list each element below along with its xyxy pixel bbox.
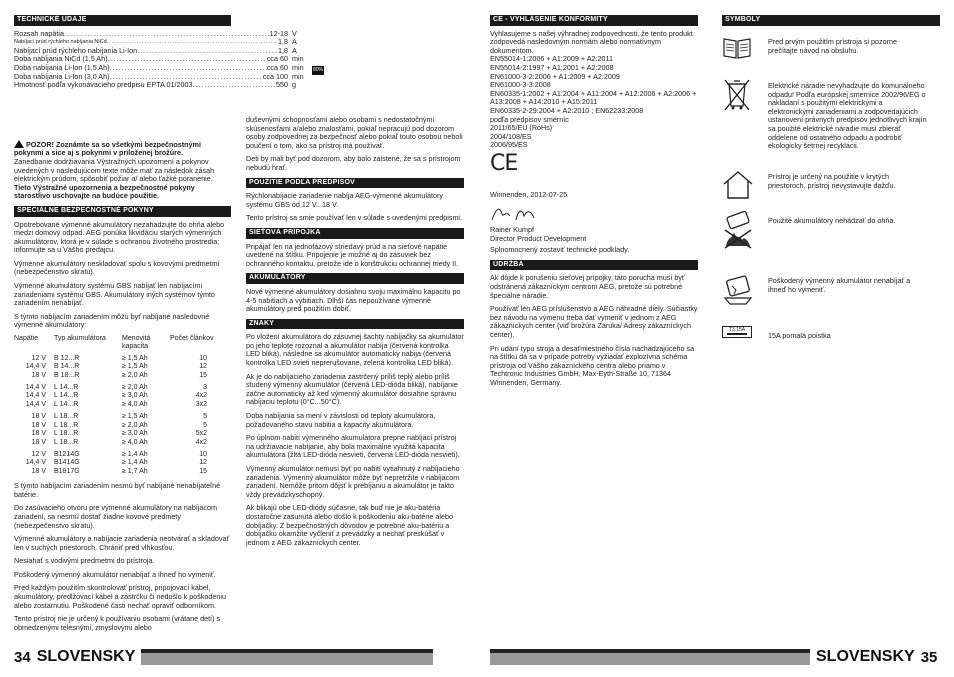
battery-table xyxy=(14,335,217,352)
table-header-row: Napätie Typ akumulátora Menovitá kapacita Počet článkov xyxy=(14,335,214,351)
charge-80-badge: 80% xyxy=(313,67,324,73)
header-ce-declaration: CE - VYHLÁSENIE KONFORMITY xyxy=(490,15,698,26)
table-row: 18 V L 18...R ≥ 4,0 Ah 4x2 xyxy=(31,438,207,446)
symbol-text: Prístroj je určený na použitie v krytých priestoroch, prístroj nevystavujte dažďu. xyxy=(768,172,896,190)
ce-standard-line: EN61000-3-2:2006 + A1:2009 + A2:2009 xyxy=(490,71,620,81)
paragraph: Opotrebované výmenné akumulátory nezahadzujte do ohňa alebo medzi domový odpad. AEG ponúka likvidáciu starých výmenných akumulátorov, ktorá je v súlade s ochranou životného prostredia; informujte sa u Vášho predajcu. xyxy=(14,219,225,255)
ce-standard-line: podľa predpisov smerníc xyxy=(490,114,569,124)
ce-standard-line: EN60335-2-29:2004 + A2:2010 ; EN62233:2008 xyxy=(490,105,644,115)
table-row: 12 V B 12...R ≥ 1,5 Ah 10 xyxy=(31,354,207,362)
ce-standard-line: EN55014-2:1997 + A1:2001 + A2:2008 xyxy=(490,62,614,72)
paragraph: Ak je do nabíjacieho zariadenia zastrčený príliš teplý alebo príliš studený výmenný akumulátor (červená LED-dióda bliká), nabíjanie začne automaticky až keď výmenný akumulátor dosiahne správnu nabíjaciu teplotu (0°C...50°C). xyxy=(246,371,458,407)
paragraph: Do zasúvacieho otvoru pre výmenné akumulátory na nabíjacom zariadení, sa nesmú dostať žiadne kovové predmety (nebezpečenstvo skratu). xyxy=(14,503,217,530)
paragraph: Výmenný akumulátor nemusí byť po nabití vytiahnutý z nabíjacieho zariadenia. Výmenný akumulátor môže byť nepretržite v nabíjacom zariadení. Nemôže pritom dôjsť k prebíjaniu a akumulátor je takto vždy prevádzkyschopný. xyxy=(246,464,460,499)
paragraph: duševnými schopnosťami alebo osobami s nedostatočnými skúsenosťami a/alebo znalosťami, pokiaľ nepracujú pod dozorom osoby zodpovednej za bezpečnosť alebo pokiaľ touto osobou neboli poučení o tom, ako sa prístroj má používať. xyxy=(246,115,463,150)
table-row: 18 V L 18...R ≥ 1,5 Ah 5 xyxy=(31,413,207,421)
fuse-icon xyxy=(722,326,752,338)
symbol-text: Elektrické náradie nevyhadzujte do komunálneho odpadu! Podľa európskej smernice 2002/96/EG o nakladaní s použitými elektrickými a elektronickými zariadeniami a zodpovedajúcich ustanovení právnych predpisov jednotlivých krajín sa použité elektrické náradie musí zbierať oddelene od ostatného odpadu a podrobiť ekologicky šetrnej recyklácii. xyxy=(768,81,927,151)
page-number: 35 xyxy=(920,648,938,666)
spec-list xyxy=(14,30,314,90)
table-row: 18 V L 18...R ≥ 3,0 Ah 5x2 xyxy=(31,430,207,438)
symbols-column xyxy=(722,12,940,30)
paragraph: S týmto nabíjacím zariadením môžu byť nabíjané nasledovné výmenné akumulátory: xyxy=(14,311,210,330)
table-row: 14,4 V B 14...R ≥ 1,5 Ah 12 xyxy=(25,363,207,371)
footer-right xyxy=(490,648,937,666)
no-fire-battery-icon xyxy=(722,210,754,255)
crossed-bin-icon xyxy=(722,78,752,117)
paragraph: Rýchlonabíjacie zariadenie nabíja AEG-výmenné akumulátory systému GBS od 12 V...18 V. xyxy=(246,191,443,209)
paragraph: Používať len AEG príslušenstvo a AEG náhradné diely. Súčiastky bez návodu na výmenu treba dať vymeniť v jednom z AEG zákazníckych center (viď brožúra Záruka/ Adresy zákazníckych center). xyxy=(490,304,698,340)
indoor-house-icon xyxy=(722,170,754,205)
paragraph: Po úplnom nabití výmenného akumulátora prepne nabíjací prístroj na udržiavacie nabíjanie, aby bola maximálne využitá kapacita akumulátora (žltá LED-dióda nesvieti, červená LED-dióda nesvieti). xyxy=(246,433,460,460)
spec-row: Hmotnosť podľa vykonávacieho predpisu EPTA 01/2003 ..... 550 g xyxy=(14,81,314,90)
fuse-label: T3.15A xyxy=(728,327,746,333)
warning-block: POZOR! Zoznámte sa so všetkými bezpečnostnými pokynmi a sice aj s pokynmi v priloženej brožúre. Zanedbanie dodržiavania Výstražných upozornení a pokynov uvedených v nasledujúcom texte môže mať za následok zásah elektrickým prúdom, spôsobiť požiar a/ alebo ťažké poranenie. Tieto Výstražné upozornenia a bezpečnostné pokyny starostlivo uschovajte na budúce použitie. xyxy=(14,139,215,201)
paragraph: Splnomocnený zostaviť technické podklady. xyxy=(490,245,630,255)
paragraph: Tento prístroj sa smie používať len v súlade s uvedenými predpismi. xyxy=(246,213,463,223)
paragraph: Pripájať len na jednofázový striedavý prúd a na sieťové napätie uvedené na štítku. Pripojenie je možné aj do zásuviek bez ochranného kontaktu, pretože ide o konštrukciu ochrannej triedy II. xyxy=(246,241,459,268)
header-maintenance: ÚDRŽBA xyxy=(490,260,698,271)
symbol-text: Poškodený výmenný akumulátor nenabíjať a ihneď ho vymeniť. xyxy=(768,276,911,294)
paragraph: Výmenné akumulátory neskladovať spolu s kovovými predmetmi (nebezpečenstvo skratu). xyxy=(14,258,220,277)
table-row: 14,4 V L 14...R ≥ 2,0 Ah 3 xyxy=(25,384,207,392)
paragraph: Nové výmenné akumulátory dosiahnu svoju maximálnu kapacitu po 4-5 nabitiach a vybitiach. Dlhší čas nepoužívané výmenné akumulátory pred použitím dobiť. xyxy=(246,286,461,314)
ce-standard-line: 2004/108/ES xyxy=(490,131,532,141)
battery-table-body xyxy=(14,355,210,476)
ce-column xyxy=(490,12,698,393)
ce-standard-line: EN60335-1:2002 + A1:2004 + A11:2004 + A12:2006 + A2:2006 + A13:2008 + A14:2010 + A15:2011 xyxy=(490,88,697,107)
damaged-battery-icon xyxy=(722,272,754,311)
language-label: SLOVENSKY xyxy=(36,648,136,665)
table-row: 18 V B1817G ≥ 1,7 Ah 15 xyxy=(31,467,207,475)
table-row: 18 V L 18...R ≥ 2,0 Ah 5 xyxy=(31,421,207,429)
ce-standard-line: EN61000-3-3:2008 xyxy=(490,80,551,90)
paragraph: Ak blikajú obe LED-diódy súčasne, tak buď nie je aku-batéria dostatočne zasunutá alebo došlo k poškodeniu aku-batérie alebo dobíjačky. Z bezpečnostných dôvodov je potrebné aku-batériu a dobíjačku okamžite vyčleniť z prevádzky a nechať preskúšať v jednom z AEG zákazníckych center. xyxy=(246,503,453,547)
symbol-text: 15A pomalá poistka xyxy=(768,331,831,340)
paragraph: Nesiahať s vodivými predmetmi do prístroja. xyxy=(14,556,155,566)
spec-row: Nabíjací prúd rýchleho nabíjania NiCd ..... 1,8 A xyxy=(14,38,314,47)
paragraph: Pred každým použitím skontrolovať prístroj, pripojovací kábel, akumulátory, predlžovací kábel a zástrčku či nedošlo k poškodeniu alebo zostarnutiu. Poškodené časti nechať opraviť odborníkom. xyxy=(14,583,227,610)
spec-row: Doba nabíjania Li-Ion (1,5 Ah) ..... cca 60 min xyxy=(14,64,314,73)
ce-standard-line: 2011/65/EU (RoHs) xyxy=(490,123,553,133)
footer-bar xyxy=(490,649,810,665)
paragraph: Deti by mali byť pod dozorom, aby bolo zaistené, že sa s prístrojom nebudú hrať. xyxy=(246,154,461,172)
table-row: 12 V B1214G ≥ 1,4 Ah 10 xyxy=(31,450,207,458)
signer-name: Rainer Kumpf xyxy=(490,225,534,235)
footer-left xyxy=(14,648,433,666)
page-number: 34 xyxy=(14,648,31,666)
spec-row: Doba nabíjania Li-Ion (3,0 Ah) ..... cca 100 min xyxy=(14,73,314,82)
middle-column xyxy=(246,116,464,552)
paragraph: Ak dôjde k porušeniu sieťovej prípojky, táto porucha musí byť odstránená zákazníckym centrom AEG, pretože sú potrebné špeciálne náradie. xyxy=(490,273,685,300)
paragraph: Pri udaní typu stroja a desaťmiestneho čísla nachádzajúceho sa na štítku dá sa v prípade potreby vyžiadať explozívna schéma prístroja od Vášho zákazníckeho centra alebo priamo v Techtronic Industries GmbH, Max-Eyth-Straße 10, 71364 Winnenden, Germany. xyxy=(490,343,695,387)
signer-role: Director Product Development xyxy=(490,233,587,243)
table-row: 14,4 V B1414G ≥ 1,4 Ah 12 xyxy=(25,459,207,467)
paragraph: S týmto nabíjacím zariadením nesmú byť nabíjané nenabíjateľné batérie. xyxy=(14,481,221,499)
symbol-text: Pred prvým použitím prístroja si pozorne prečítajte návod na obsluhu. xyxy=(768,37,898,55)
header-accumulators: AKUMULÁTORY xyxy=(246,273,464,284)
symbol-text: Použité akumulátory nehádzať do ohňa. xyxy=(768,216,896,225)
footer-bar xyxy=(141,649,433,665)
header-technical-data: TECHNICKÉ ÚDAJE xyxy=(14,15,231,26)
ce-standard-line: EN55014-1:2006 + A1:2009 + A2:2011 xyxy=(490,54,613,64)
paragraph: Výmenné akumulátory systému GBS nabíjať len nabíjacími zariadeniami systému GBS. Akumulátory iných systémov týmto zariadením nenabíjať. xyxy=(14,281,215,308)
ce-standards-list xyxy=(490,55,698,150)
spec-row: Nabíjací prúd rýchleho nabíjania Li-Ion ..... 1,8 A xyxy=(14,47,314,56)
header-special-safety: ŠPECIÁLNE BEZPEČNOSTNÉ POKYNY xyxy=(14,206,231,217)
paragraph: Po vložení akumulátora do zásuvnej šachty nabíjačky sa akumulátor po jeho teplote rozoznal a akumulátor nabíja (červená kontrolka LED bliká), následne sa akumulátor automaticky nabija (červená kontrolka LED svieti neprerušovane, zelená kontrolka LED bliká). xyxy=(246,332,464,368)
header-mains-connection: SIEŤOVÁ PRÍPOJKA xyxy=(246,228,464,239)
warning-triangle-icon xyxy=(14,140,24,148)
signature-icon xyxy=(490,204,698,224)
paragraph: Poškodený výmenný akumulátor nenabíjať a ihneď ho vymeniť. xyxy=(14,569,216,579)
ce-date: Winnenden, 2012-07-25 xyxy=(490,189,568,199)
table-row: 14,4 V L 14...R ≥ 3,0 Ah 4x2 xyxy=(25,392,207,400)
paragraph: Vyhlasujeme s našej výhradnej zodpovednosti, že tento produkt zodpovedá nasledovným normám alebo normatívnym dokumentom. xyxy=(490,28,693,55)
header-symbols: SYMBOLY xyxy=(722,15,940,26)
paragraph: Doba nabíjania sa mení v závislosti od teploty akumulátora, požadovaného stavu nabitia a kapacity akumulátora. xyxy=(246,411,436,429)
ce-mark-icon: CE xyxy=(490,150,518,176)
paragraph: Výmenné akumulátory a nabíjacie zariadenia neotvárať a skladovať len v suchých priestoroch. Chrániť pred vlhkosťou. xyxy=(14,534,230,552)
header-signs: ZNAKY xyxy=(246,319,464,330)
table-row: 18 V B 18...R ≥ 2,0 Ah 15 xyxy=(31,371,207,379)
paragraph: Tento prístroj nie je určený k používaniu osobami (vrátane detí) s obmedzenými telesnými, zmyslovými alebo xyxy=(14,614,221,632)
spec-row: Doba nabíjania NiCd (1,5 Ah) ..... cca 60 min xyxy=(14,55,314,64)
read-manual-icon xyxy=(722,36,752,65)
ce-standard-line: 2006/95/ES xyxy=(490,140,528,150)
spec-row: Rozsah napätia ..... 12-18 V xyxy=(14,30,314,39)
table-row: 14,4 V L 14...R ≥ 4,0 Ah 3x2 xyxy=(25,400,207,408)
language-label: SLOVENSKY xyxy=(816,648,915,665)
header-intended-use: POUŽITIE PODĽA PREDPISOV xyxy=(246,178,464,189)
